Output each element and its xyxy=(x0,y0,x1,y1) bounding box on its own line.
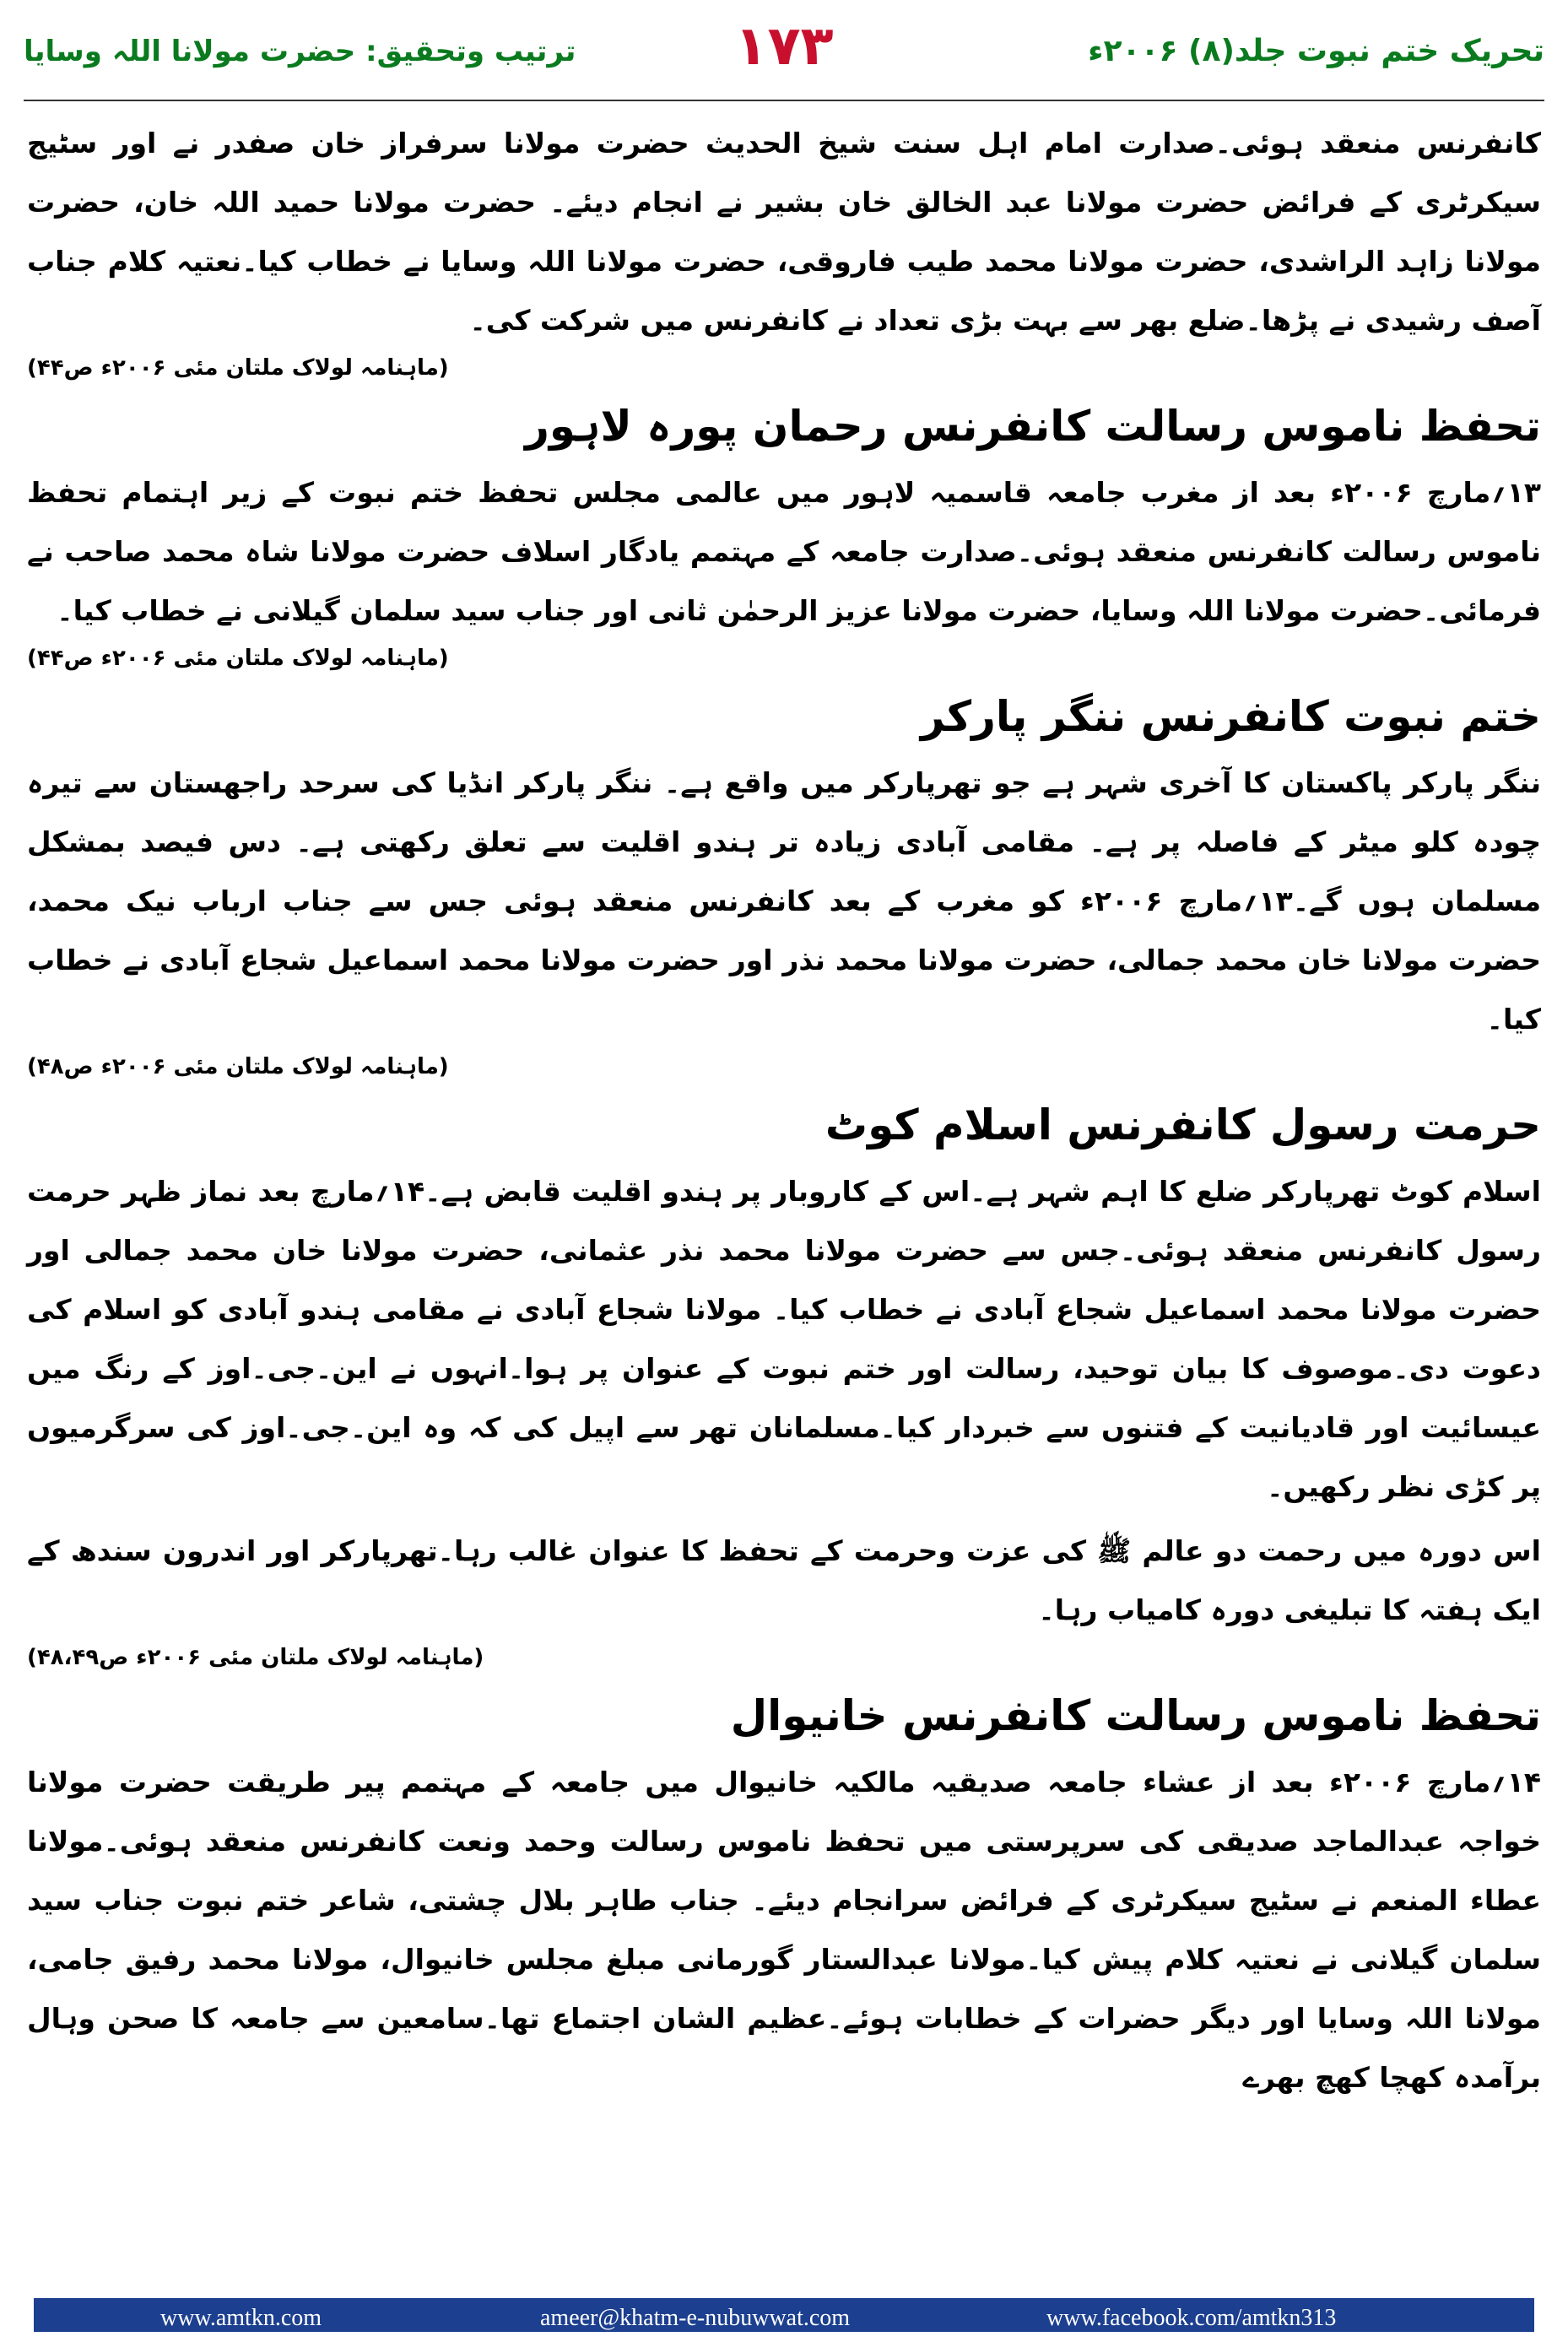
paragraph: ننگر پارکر پاکستان کا آخری شہر ہے جو تھرپارکر میں واقع ہے۔ ننگر پارکر انڈیا کی سرحد راجھستان سے تیرہ چودہ کلو میٹر کے فاصلہ پر ہے۔ مقامی آبادی زیادہ تر ہندو اقلیت سے تعلق رکھتی ہے۔ دس فیصد بمشکل مسلمان ہوں گے۔۱۳؍مارچ ۲۰۰۶ء کو مغرب کے بعد کانفرنس منعقد ہوئی جس سے جناب ارباب نیک محمد، حضرت مولانا خان محمد جمالی، حضرت مولانا محمد نذر اور حضرت مولانا محمد اسماعیل شجاع آبادی نے خطاب کیا۔ xyxy=(27,766,1542,1036)
page-body xyxy=(27,114,1541,2258)
page-number: ۱۷۳ xyxy=(734,15,834,78)
citation: (ماہنامہ لولاک ملتان مئی ۲۰۰۶ء ص۴۴) xyxy=(27,646,449,671)
website-link[interactable]: www.amtkn.com xyxy=(160,2305,322,2331)
page-header xyxy=(24,15,1544,83)
facebook-link[interactable]: www.facebook.com/amtkn313 xyxy=(1046,2305,1337,2331)
book-title: تحریک ختم نبوت جلد(۸) ۲۰۰۶ء xyxy=(1088,34,1544,68)
paragraph: ۱۴؍مارچ ۲۰۰۶ء بعد از عشاء جامعہ صدیقیہ مالکیہ خانیوال میں جامعہ کے مہتمم پیر طریقت حضرت مولانا خواجہ عبدالماجد صدیقی کی سرپرستی میں تحفظ ناموس رسالت وحمد ونعت کانفرنس منعقد ہوئی۔مولانا عطاء المنعم نے سٹیج سیکرٹری کے فرائض سرانجام دیئے۔ جناب طاہر بلال چشتی، شاعر ختم نبوت جناب سید سلمان گیلانی نے نعتیہ کلام پیش کیا۔مولانا عبدالستار گورمانی مبلغ مجلس خانیوال، مولانا محمد رفیق جامی، مولانا اللہ وسایا اور دیگر حضرات کے خطابات ہوئے۔عظیم الشان اجتماع تھا۔سامعین سے جامعہ کا صحن وہال برآمدہ کھچا کھچ بھرے xyxy=(27,1766,1541,2094)
section-heading: تحفظ ناموس رسالت کانفرنس خانیوال xyxy=(730,1691,1541,1740)
section-heading: ختم نبوت کانفرنس ننگر پارکر xyxy=(920,692,1541,741)
section-heading: تحفظ ناموس رسالت کانفرنس رحمان پورہ لاہور xyxy=(525,402,1541,451)
email-link[interactable]: ameer@khatm-e-nubuwwat.com xyxy=(540,2305,851,2331)
compiler-credit: ترتیب وتحقیق: حضرت مولانا اللہ وسایا xyxy=(24,35,576,68)
paragraph: اسلام کوٹ تھرپارکر ضلع کا اہم شہر ہے۔اس کے کاروبار پر ہندو اقلیت قابض ہے۔۱۴؍مارچ بعد نماز ظہر حرمت رسول کانفرنس منعقد ہوئی۔جس سے حضرت مولانا محمد نذر عثمانی، حضرت مولانا خان محمد جمالی اور حضرت مولانا محمد اسماعیل شجاع آبادی نے خطاب کیا۔ مولانا شجاع آبادی نے مقامی ہندو آبادی کو اسلام کی دعوت دی۔موصوف کا بیان توحید، رسالت اور ختم نبوت کے عنوان پر ہوا۔انہوں نے این۔جی۔اوز کے رنگ میں عیسائیت اور قادیانیت کے فتنوں سے خبردار کیا۔مسلمانان تھر سے اپیل کی کہ وہ این۔جی۔اوز کی سرگرمیوں پر کڑی نظر رکھیں۔ xyxy=(27,1175,1541,1503)
section-heading: حرمت رسول کانفرنس اسلام کوٹ xyxy=(825,1101,1541,1149)
paragraph: اس دورہ میں رحمت دو عالم ﷺ کی عزت وحرمت کے تحفظ کا عنوان غالب رہا۔تھرپارکر اور اندرون سندھ کے ایک ہفتہ کا تبلیغی دورہ کامیاب رہا۔ xyxy=(27,1534,1541,1626)
header-divider xyxy=(24,100,1544,101)
paragraph: ۱۳؍مارچ ۲۰۰۶ء بعد از مغرب جامعہ قاسمیہ لاہور میں عالمی مجلس تحفظ ختم نبوت کے زیر اہتمام تحفظ ناموس رسالت کانفرنس منعقد ہوئی۔صدارت جامعہ کے مہتمم یادگار اسلاف حضرت مولانا شاہ محمد صاحب نے فرمائی۔حضرت مولانا اللہ وسایا، حضرت مولانا عزیز الرحمٰن ثانی اور جناب سید سلمان گیلانی نے خطاب کیا۔ xyxy=(27,476,1541,627)
citation: (ماہنامہ لولاک ملتان مئی ۲۰۰۶ء ص۴۴) xyxy=(27,355,449,381)
paragraph: کانفرنس منعقد ہوئی۔صدارت امام اہل سنت شیخ الحدیث حضرت مولانا سرفراز خان صفدر نے اور سٹیج سیکرٹری کے فرائض حضرت مولانا عبد الخالق خان بشیر نے انجام دیئے۔ حضرت مولانا حمید اللہ خان، حضرت مولانا زاہد الراشدی، حضرت مولانا محمد طیب فاروقی، حضرت مولانا اللہ وسایا نے خطاب کیا۔نعتیہ کلام جناب آصف رشیدی نے پڑھا۔ضلع بھر سے بہت بڑی تعداد نے کانفرنس میں شرکت کی۔ xyxy=(27,127,1541,337)
citation: (ماہنامہ لولاک ملتان مئی ۲۰۰۶ء ص۴۸،۴۹) xyxy=(27,1645,484,1670)
citation: (ماہنامہ لولاک ملتان مئی ۲۰۰۶ء ص۴۸) xyxy=(27,1054,449,1079)
page-footer xyxy=(0,2283,1568,2342)
